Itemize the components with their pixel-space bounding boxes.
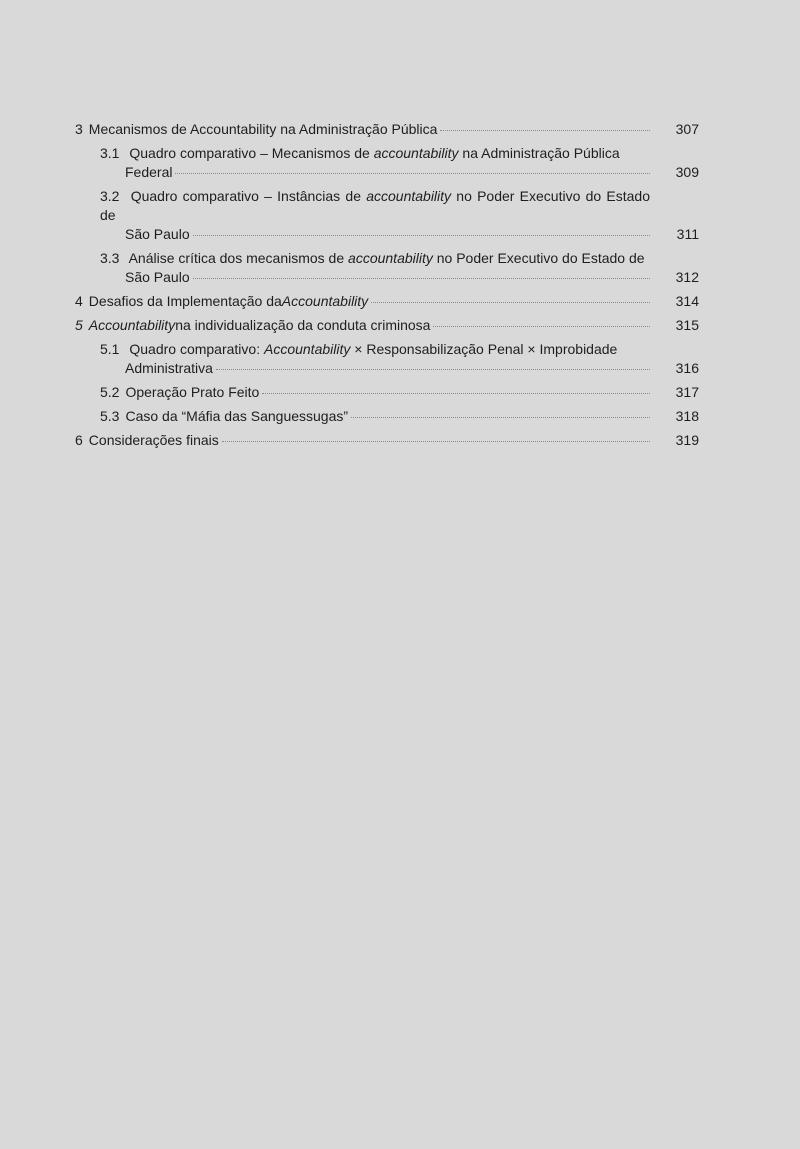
toc-page-number: 314 [675,293,699,309]
toc-title: Mecanismos de Accountability na Administração Pública [88,121,438,137]
toc-title-continuation: São Paulo [125,226,190,242]
toc-page-number: 307 [675,121,699,137]
dot-leader [193,235,650,236]
toc-title: Considerações finais [88,432,219,448]
toc-title-continuation: São Paulo [125,269,190,285]
toc-number: 5 [75,317,83,333]
toc-title-part: Desafios da Implementação da [88,293,282,309]
toc-title-part: no Poder Executivo do Estado de [100,188,650,223]
toc-title: Caso da “Máfia das Sanguessugas” [125,408,349,424]
toc-entry-4[interactable] [75,292,699,311]
toc-title: Operação Prato Feito [125,384,260,400]
toc-entry-6[interactable] [75,431,699,450]
toc-page-number: 319 [675,432,699,448]
dot-leader [433,326,650,327]
toc-title-italic: Accountability [88,317,176,333]
toc-number: 3.2 [100,188,120,204]
toc-title-part: na Administração Pública [458,145,620,161]
toc-entry-5-1[interactable] [75,340,699,378]
dot-leader [371,302,650,303]
toc-title-italic: accountability [373,145,459,161]
toc-title-part: no Poder Executivo do Estado de [432,250,645,266]
toc-page-number: 317 [675,384,699,400]
dot-leader [440,130,650,131]
table-of-contents [75,120,699,455]
toc-title-italic: accountability [366,188,452,204]
dot-leader [193,278,650,279]
toc-title-continuation: Administrativa [125,360,213,376]
toc-entry-3-2[interactable] [75,187,699,244]
toc-title-part: × Responsabilização Penal × Improbidade [350,341,618,357]
toc-entry-5-2[interactable] [75,383,699,402]
toc-title-part: Quadro comparativo – Instâncias de [130,188,367,204]
toc-title-part: Análise crítica dos mecanismos de [128,250,349,266]
dot-leader [351,417,650,418]
toc-title-italic: Accountability [263,341,351,357]
toc-entry-5-3[interactable] [75,407,699,426]
dot-leader [222,441,650,442]
toc-title-part: Quadro comparativo – Mecanismos de [129,145,374,161]
toc-entry-3[interactable] [75,120,699,139]
toc-number: 3.3 [100,250,120,266]
toc-page-number: 315 [675,317,699,333]
toc-entry-3-1[interactable] [75,144,699,182]
toc-title-part: na individualização da conduta criminosa [175,317,431,333]
toc-number: 6 [75,432,83,448]
dot-leader [262,393,650,394]
toc-entry-3-3[interactable] [75,249,699,287]
toc-page-number: 316 [675,360,699,376]
dot-leader [175,173,650,174]
toc-number: 4 [75,293,83,309]
toc-page-number: 309 [675,164,699,180]
toc-number: 5.2 [100,384,120,400]
toc-title-italic: accountability [348,250,433,266]
toc-entry-5[interactable] [75,316,699,335]
toc-number: 3 [75,121,83,137]
toc-number: 3.1 [100,145,120,161]
dot-leader [216,369,650,370]
toc-page-number: 318 [675,408,699,424]
toc-title-continuation: Federal [125,164,173,180]
toc-page-number: 311 [676,226,699,242]
toc-page-number: 312 [675,269,699,285]
toc-title-part: Quadro comparativo: [129,341,264,357]
toc-number: 5.3 [100,408,120,424]
toc-title-italic: Accountability [281,293,369,309]
toc-number: 5.1 [100,341,120,357]
